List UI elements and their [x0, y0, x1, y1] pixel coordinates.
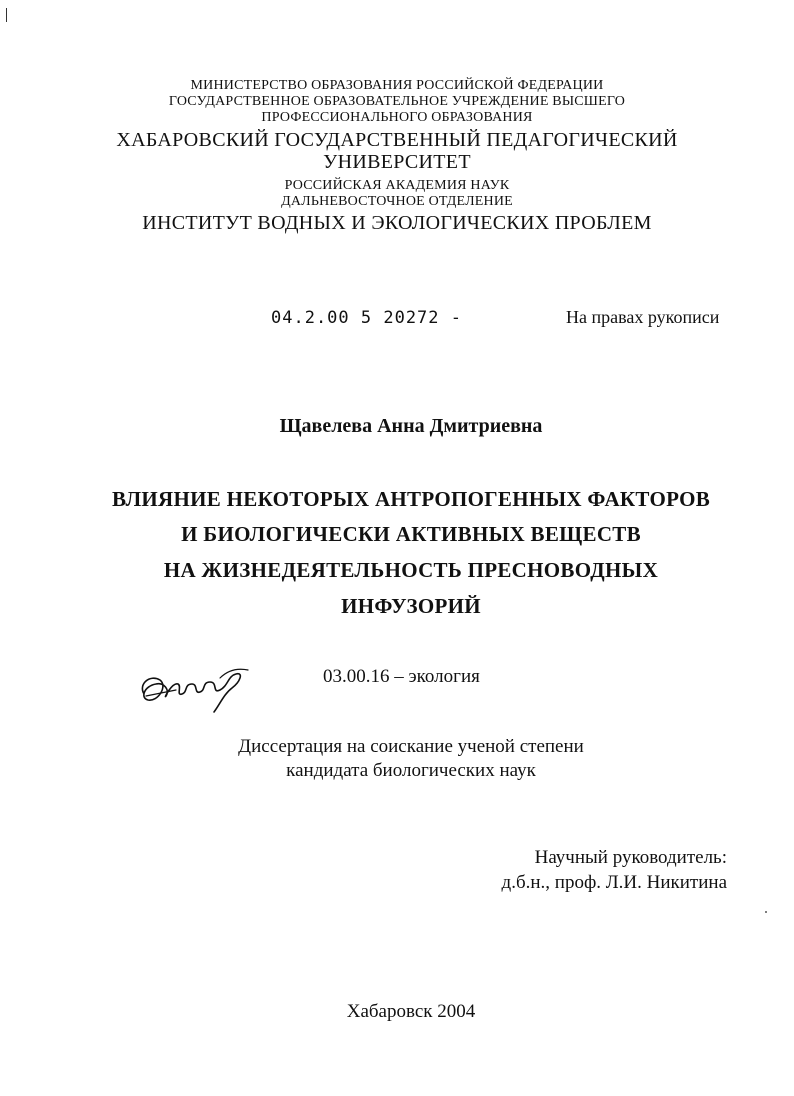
thesis-title-line-3: НА ЖИЗНЕДЕЯТЕЛЬНОСТЬ ПРЕСНОВОДНЫХ	[163, 558, 659, 582]
manuscript-rights: На правах рукописи	[566, 307, 720, 327]
signature	[136, 660, 256, 718]
thesis-title-line-2: И БИОЛОГИЧЕСКИ АКТИВНЫХ ВЕЩЕСТВ	[181, 522, 641, 546]
academy-line-2: ДАЛЬНЕВОСТОЧНОЕ ОТДЕЛЕНИЕ	[281, 194, 513, 209]
degree-line-2: кандидата биологических наук	[286, 760, 536, 781]
thesis-title-line-4: ИНФУЗОРИЙ	[341, 594, 481, 618]
ministry-line-2: ГОСУДАРСТВЕННОЕ ОБРАЗОВАТЕЛЬНОЕ УЧРЕЖДЕНИЕ ВЫСШЕГО	[168, 94, 626, 109]
registration-number: 04.2.00 5 20272 -	[271, 308, 462, 328]
supervisor-name: д.б.н., проф. Л.И. Никитина	[501, 872, 727, 893]
scan-speck	[765, 911, 767, 913]
scan-margin-mark	[6, 8, 7, 22]
city-year: Хабаровск 2004	[346, 1001, 476, 1022]
supervisor-label: Научный руководитель:	[534, 847, 727, 868]
ministry-line-1: МИНИСТЕРСТВО ОБРАЗОВАНИЯ РОССИЙСКОЙ ФЕДЕРАЦИИ	[190, 78, 604, 93]
ministry-line-3: ПРОФЕССИОНАЛЬНОГО ОБРАЗОВАНИЯ	[261, 110, 533, 125]
specialty-code: 03.00.16 – экология	[323, 666, 480, 687]
academy-line-1: РОССИЙСКАЯ АКАДЕМИЯ НАУК	[284, 178, 510, 193]
university-line-2: УНИВЕРСИТЕТ	[323, 151, 471, 173]
institute-name: ИНСТИТУТ ВОДНЫХ И ЭКОЛОГИЧЕСКИХ ПРОБЛЕМ	[142, 212, 652, 234]
thesis-title-line-1: ВЛИЯНИЕ НЕКОТОРЫХ АНТРОПОГЕННЫХ ФАКТОРОВ	[111, 487, 711, 511]
author-name: Щавелева Анна Дмитриевна	[279, 415, 543, 437]
university-line-1: ХАБАРОВСКИЙ ГОСУДАРСТВЕННЫЙ ПЕДАГОГИЧЕСКИЙ	[116, 129, 678, 151]
degree-line-1: Диссертация на соискание ученой степени	[238, 736, 584, 757]
